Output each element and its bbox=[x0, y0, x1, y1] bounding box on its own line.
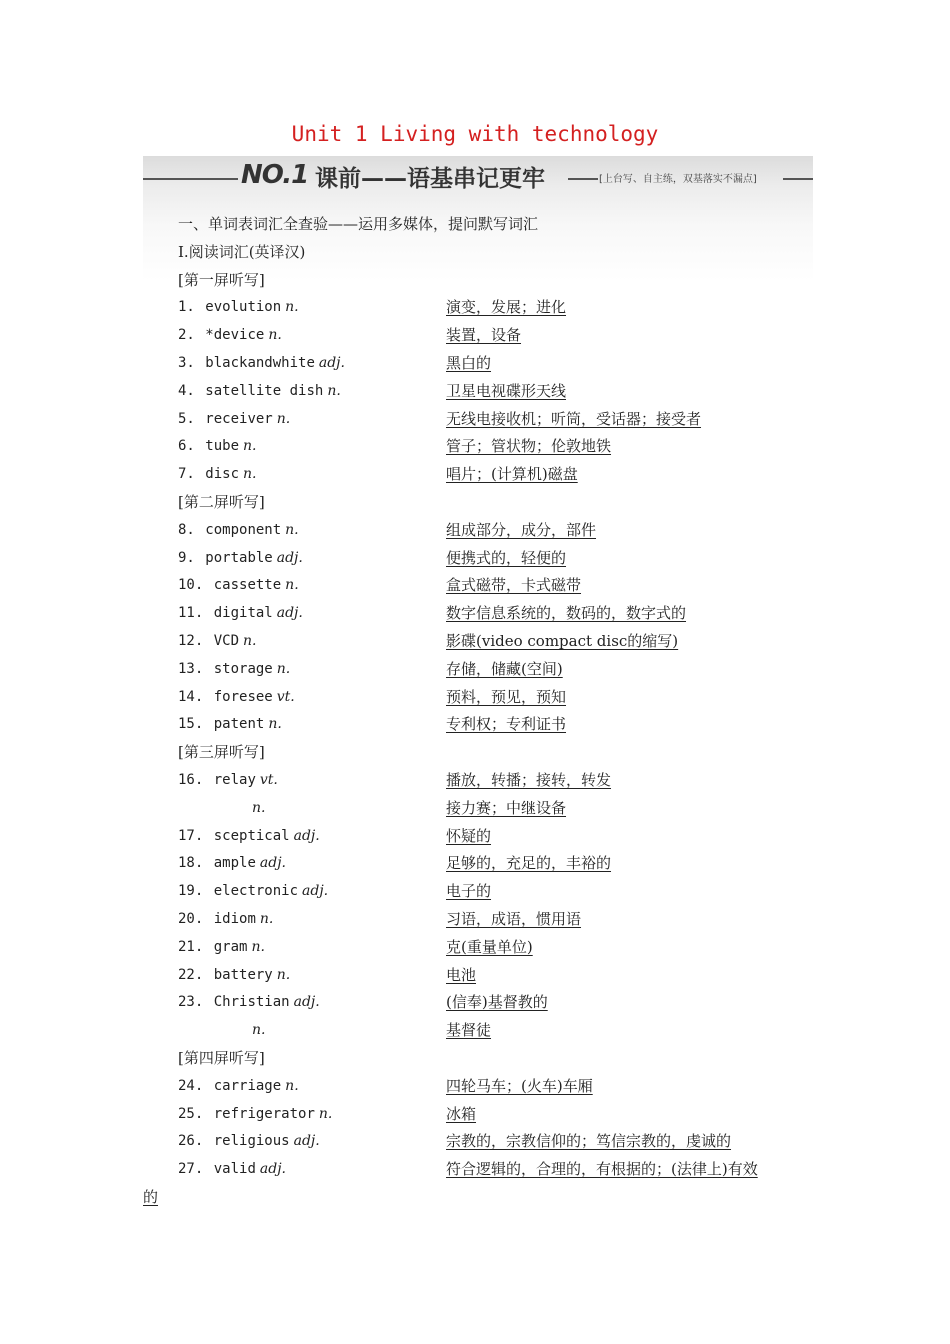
entry-pos: vt. bbox=[276, 688, 295, 705]
vocabulary-content bbox=[0, 211, 950, 1212]
entry-word: relay bbox=[213, 771, 256, 788]
entry-meaning: 符合逻辑的，合理的，有根据的；(法律上)有效 bbox=[446, 1160, 758, 1179]
entry-term bbox=[178, 934, 265, 962]
entry-word: gram bbox=[213, 938, 248, 955]
entry-meaning: 影碟(video compact disc的缩写) bbox=[446, 631, 679, 650]
vocab-entry bbox=[0, 461, 950, 489]
entry-meaning: (信奉)基督教的 bbox=[446, 993, 548, 1012]
entry-word: ample bbox=[213, 855, 256, 872]
entry-pos: n. bbox=[252, 1022, 266, 1039]
entry-meaning: 演变，发展；进化 bbox=[446, 298, 567, 317]
entry-word: receiver bbox=[205, 410, 273, 427]
vocab-entry bbox=[0, 962, 950, 990]
entry-meaning: 专利权；专利证书 bbox=[446, 715, 567, 734]
screen-label: [第三屏听写] bbox=[178, 743, 265, 762]
vocab-entry bbox=[0, 350, 950, 378]
entry-term bbox=[178, 878, 328, 906]
entry-number: 10. bbox=[178, 577, 204, 594]
entry-word: satellite dish bbox=[205, 382, 324, 399]
subsection-heading: Ⅰ.阅读词汇(英译汉) bbox=[178, 242, 306, 261]
entry-term bbox=[178, 962, 290, 990]
vocab-entry bbox=[0, 378, 950, 406]
entry-number: 13. bbox=[178, 660, 204, 677]
entry-number: 21. bbox=[178, 938, 204, 955]
entry-term bbox=[178, 1101, 332, 1129]
entry-meaning: 接力赛；中继设备 bbox=[446, 798, 567, 817]
vocab-entry bbox=[0, 1101, 950, 1129]
entry-number: 15. bbox=[178, 716, 204, 733]
vocab-entry bbox=[0, 934, 950, 962]
vocab-entry bbox=[0, 1128, 950, 1156]
entry-number: 1. bbox=[178, 299, 195, 316]
entry-number: 24. bbox=[178, 1077, 204, 1094]
entry-pos: adj. bbox=[318, 354, 345, 371]
entry-pos: n. bbox=[285, 577, 299, 594]
entry-pos: n. bbox=[243, 632, 257, 649]
entry-number: 7. bbox=[178, 466, 195, 483]
entry-number: 26. bbox=[178, 1133, 204, 1150]
entry-number: 14. bbox=[178, 688, 204, 705]
entry-term bbox=[178, 322, 282, 350]
entry-term bbox=[178, 350, 345, 378]
entry-term bbox=[178, 850, 286, 878]
vocab-entry bbox=[0, 572, 950, 600]
vocab-entry bbox=[0, 711, 950, 739]
entry-pos: n. bbox=[276, 660, 291, 677]
screen-label: [第二屏听写] bbox=[178, 492, 265, 511]
entry-term bbox=[178, 711, 282, 739]
entry-pos: n. bbox=[252, 799, 266, 816]
entry-word: refrigerator bbox=[213, 1105, 315, 1122]
vocab-entry bbox=[0, 294, 950, 322]
vocab-entry bbox=[0, 878, 950, 906]
entry-word: Christian bbox=[213, 994, 290, 1011]
entry-word: foresee bbox=[213, 688, 273, 705]
entry-word: tube bbox=[205, 438, 240, 455]
entry-number: 5. bbox=[178, 410, 195, 427]
vocab-entry bbox=[0, 628, 950, 656]
vocab-entry bbox=[0, 1073, 950, 1101]
entry-word: carriage bbox=[213, 1077, 282, 1094]
entry-number: 18. bbox=[178, 855, 204, 872]
entry-term bbox=[178, 378, 341, 406]
entry-number: 17. bbox=[178, 827, 204, 844]
vocab-entry bbox=[0, 850, 950, 878]
vocab-entry bbox=[0, 545, 950, 573]
entry-meaning: 怀疑的 bbox=[446, 826, 492, 845]
entry-meaning: 习语，成语，惯用语 bbox=[446, 909, 582, 928]
entry-meaning: 播放，转播；接转，转发 bbox=[446, 770, 612, 789]
entry-word: *device bbox=[205, 327, 265, 344]
entry-term bbox=[178, 1073, 299, 1101]
entry-pos: n. bbox=[285, 521, 299, 538]
entry-number: 27. bbox=[178, 1161, 204, 1178]
entry-term bbox=[178, 628, 257, 656]
entry-word: idiom bbox=[213, 910, 256, 927]
entry-term bbox=[178, 517, 299, 545]
banner-number: NO.1 bbox=[241, 160, 309, 190]
vocab-entry bbox=[0, 684, 950, 712]
entry-meaning: 预料，预见，预知 bbox=[446, 687, 567, 706]
vocab-entry bbox=[0, 322, 950, 350]
unit-title: Unit 1 Living with technology bbox=[291, 122, 659, 146]
entry-word: cassette bbox=[213, 577, 282, 594]
entry-pos: adj. bbox=[293, 1133, 320, 1150]
vocab-entry bbox=[0, 823, 950, 851]
entry-meaning: 卫星电视碟形天线 bbox=[446, 381, 567, 400]
entry-meaning: 装置，设备 bbox=[446, 326, 522, 345]
entry-number: 23. bbox=[178, 994, 204, 1011]
entry-meaning-tail: 的 bbox=[143, 1187, 159, 1206]
entry-number: 6. bbox=[178, 438, 195, 455]
screen-label: [第四屏听写] bbox=[178, 1048, 265, 1067]
entry-word: component bbox=[205, 521, 282, 538]
vocab-entry bbox=[0, 433, 950, 461]
entry-word: patent bbox=[213, 716, 265, 733]
entry-term bbox=[178, 906, 273, 934]
entry-word: electronic bbox=[213, 883, 299, 900]
entry-pos: n. bbox=[285, 299, 299, 316]
entry-word: valid bbox=[213, 1161, 256, 1178]
entry-pos: n. bbox=[327, 382, 341, 399]
entry-word: portable bbox=[205, 549, 273, 566]
entry-term bbox=[178, 572, 299, 600]
banner-note: [上台写、自主练，双基落实不漏点] bbox=[599, 174, 757, 185]
entry-word: disc bbox=[205, 466, 240, 483]
entry-pos: n. bbox=[243, 466, 257, 483]
entry-number: 4. bbox=[178, 382, 195, 399]
entry-term bbox=[178, 600, 303, 628]
entry-number: 8. bbox=[178, 521, 195, 538]
entry-pos: n. bbox=[268, 327, 282, 344]
entry-number: 12. bbox=[178, 632, 204, 649]
vocab-entry-continuation bbox=[0, 1184, 950, 1212]
banner-rule-right bbox=[783, 178, 813, 180]
entry-number: 16. bbox=[178, 771, 204, 788]
entry-number: 11. bbox=[178, 605, 204, 622]
entry-pos: vt. bbox=[259, 771, 278, 788]
entry-number: 3. bbox=[178, 354, 195, 371]
vocab-entry bbox=[0, 406, 950, 434]
entry-pos: adj. bbox=[276, 549, 303, 566]
entry-meaning: 数字信息系统的，数码的，数字式的 bbox=[446, 604, 687, 623]
banner-rule-middle bbox=[568, 178, 598, 180]
entry-pos: n. bbox=[268, 716, 282, 733]
entry-word: VCD bbox=[213, 632, 240, 649]
entry-pos: n. bbox=[243, 438, 257, 455]
entry-term bbox=[178, 545, 303, 573]
entry-pos: n. bbox=[259, 910, 274, 927]
entry-pos: adj. bbox=[259, 855, 286, 872]
entry-pos: n. bbox=[251, 938, 265, 955]
entry-pos: adj. bbox=[276, 605, 303, 622]
entry-pos: n. bbox=[276, 966, 291, 983]
entry-word: storage bbox=[213, 660, 273, 677]
entry-term bbox=[178, 656, 290, 684]
entry-word: digital bbox=[213, 605, 273, 622]
entry-word: religious bbox=[213, 1133, 290, 1150]
entry-term bbox=[178, 684, 295, 712]
vocab-entry bbox=[0, 906, 950, 934]
entry-term bbox=[178, 989, 320, 1017]
banner-rule-left bbox=[143, 178, 238, 180]
entry-word: blackandwhite bbox=[205, 354, 315, 371]
entry-meaning: 电子的 bbox=[446, 882, 492, 901]
entry-meaning: 便携式的，轻便的 bbox=[446, 548, 567, 567]
entry-number: 2. bbox=[178, 327, 195, 344]
entry-term bbox=[178, 1156, 286, 1184]
entry-meaning: 组成部分，成分，部件 bbox=[446, 520, 597, 539]
entry-number: 9. bbox=[178, 549, 195, 566]
screen-label: [第一屏听写] bbox=[178, 270, 265, 289]
entry-term bbox=[178, 1128, 320, 1156]
entry-term bbox=[178, 433, 256, 461]
entry-meaning: 盒式磁带，卡式磁带 bbox=[446, 576, 582, 595]
entry-number: 19. bbox=[178, 883, 204, 900]
entry-meaning: 宗教的，宗教信仰的；笃信宗教的，虔诚的 bbox=[446, 1132, 732, 1151]
entry-meaning: 基督徒 bbox=[446, 1021, 492, 1040]
vocab-entry bbox=[0, 767, 950, 795]
vocab-entry bbox=[0, 1017, 950, 1045]
entry-pos: adj. bbox=[302, 883, 329, 900]
entry-meaning: 黑白的 bbox=[446, 353, 492, 372]
entry-word: battery bbox=[213, 966, 273, 983]
entry-meaning: 足够的，充足的，丰裕的 bbox=[446, 854, 612, 873]
entry-pos: n. bbox=[285, 1077, 299, 1094]
banner-title: 课前——语基串记更牢 bbox=[315, 166, 545, 192]
entry-term bbox=[178, 294, 299, 322]
section-heading: 一、单词表词汇全查验——运用多媒体，提问默写词汇 bbox=[178, 215, 539, 233]
entry-meaning: 管子；管状物；伦敦地铁 bbox=[446, 437, 612, 456]
entry-meaning: 四轮马车；(火车)车厢 bbox=[446, 1076, 593, 1095]
entry-pos: n. bbox=[276, 410, 291, 427]
entry-pos: adj. bbox=[293, 994, 320, 1011]
vocab-entry bbox=[0, 1156, 950, 1184]
entry-meaning: 冰箱 bbox=[446, 1104, 477, 1123]
entry-pos: n. bbox=[318, 1105, 333, 1122]
vocab-entry bbox=[0, 989, 950, 1017]
entry-number: 22. bbox=[178, 966, 204, 983]
vocab-entry bbox=[0, 795, 950, 823]
entry-number: 25. bbox=[178, 1105, 204, 1122]
vocab-entry bbox=[0, 600, 950, 628]
entry-word: evolution bbox=[205, 299, 282, 316]
entry-term bbox=[178, 767, 278, 795]
entry-number: 20. bbox=[178, 910, 204, 927]
entry-meaning: 电池 bbox=[446, 965, 477, 984]
entry-term bbox=[178, 461, 256, 489]
entry-meaning: 存储，储藏(空间) bbox=[446, 659, 563, 678]
vocab-entry bbox=[0, 656, 950, 684]
entry-word: sceptical bbox=[213, 827, 290, 844]
entry-pos: adj. bbox=[259, 1161, 286, 1178]
vocab-entry bbox=[0, 517, 950, 545]
entry-term bbox=[178, 406, 290, 434]
entry-term bbox=[178, 823, 320, 851]
entry-meaning: 克(重量单位) bbox=[446, 937, 533, 956]
entry-meaning: 无线电接收机；听筒，受话器；接受者 bbox=[446, 409, 702, 428]
entry-pos: adj. bbox=[293, 827, 320, 844]
entry-meaning: 唱片；(计算机)磁盘 bbox=[446, 465, 578, 484]
